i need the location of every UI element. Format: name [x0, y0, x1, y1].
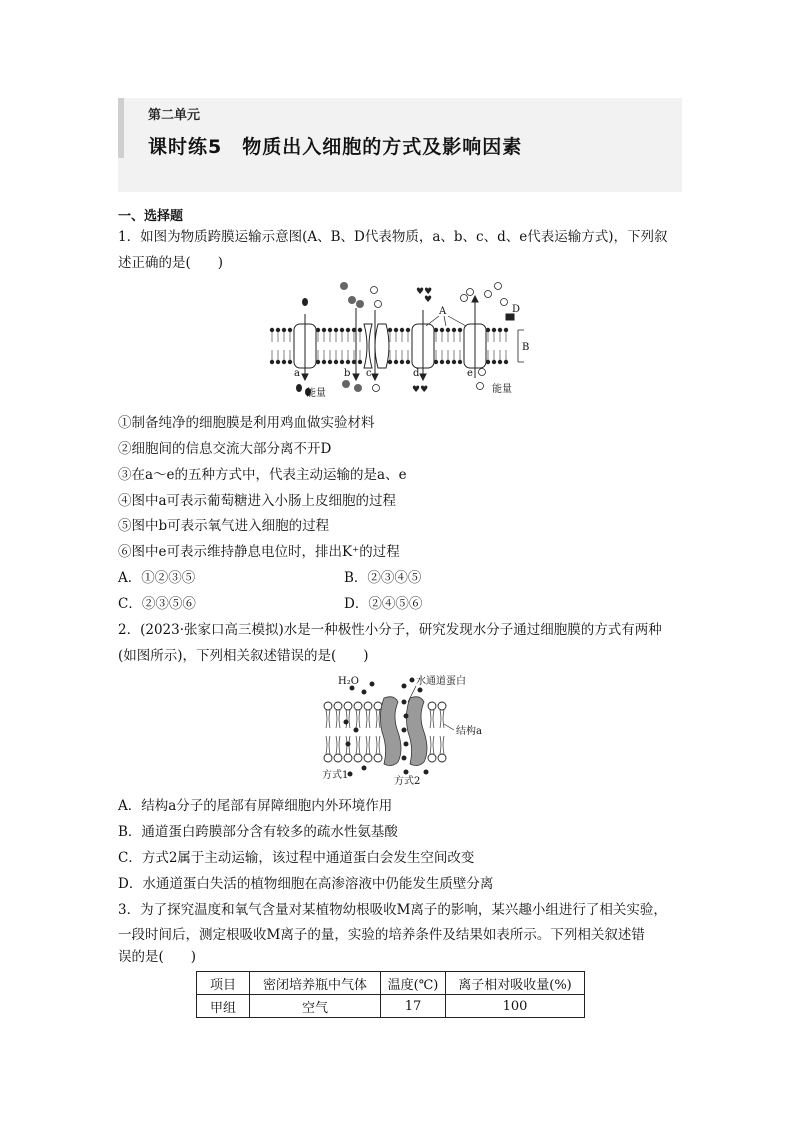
q1-stem-line1: 1．如图为物质跨膜运输示意图(A、B、D代表物质，a、b、c、d、e代表运输方式)，下列叙 [118, 229, 668, 245]
table-header-cell: 离子相对吸收量(%) [446, 972, 585, 995]
label-b: b [344, 368, 351, 379]
aquaporin-left [380, 697, 401, 766]
q1-statement-6: ⑥图中e可表示维持静息电位时，排出K⁺的过程 [118, 544, 400, 560]
q3-stem-line1: 3．为了探究温度和氧气含量对某植物幼根吸收M离子的影响，某兴趣小组进行了相关实验， [118, 902, 667, 918]
label-c: c [366, 368, 372, 379]
header-accent-bar [118, 98, 124, 158]
energy-label-right: 能量 [492, 384, 512, 395]
q1-statement-5: ⑤图中b可表示氧气进入细胞的过程 [118, 518, 330, 534]
q1-stem-line2: 述正确的是( ) [118, 255, 224, 271]
q2-option-d[interactable]: D．水通道蛋白失活的植物细胞在高渗溶液中仍能发生质壁分离 [118, 876, 494, 892]
q1-option-a[interactable]: A．①②③⑤ [118, 570, 196, 586]
q2-option-b[interactable]: B．通道蛋白跨膜部分含有较多的疏水性氨基酸 [118, 824, 398, 840]
svg-text:♥♥: ♥♥ [412, 385, 429, 395]
table-cell: 甲组 [197, 995, 250, 1018]
way1-label: 方式1 [322, 770, 349, 781]
table-header-cell: 项目 [197, 972, 250, 995]
q3-table [196, 971, 585, 1018]
q3-stem-line3: 误的是( ) [118, 949, 197, 965]
q1-statement-4: ④图中a可表示葡萄糖进入小肠上皮细胞的过程 [118, 493, 397, 509]
way2-label: 方式2 [394, 776, 421, 787]
table-header-row [197, 972, 585, 995]
label-a: a [294, 368, 300, 379]
unit-label: 第二单元 [148, 108, 201, 123]
q2-stem-line1: 2．(2023·张家口高三模拟)水是一种极性小分子，研究发现水分子通过细胞膜的方式有两种 [118, 622, 662, 638]
q1-option-c[interactable]: C．②③⑤⑥ [118, 596, 196, 612]
q2-option-c[interactable]: C．方式2属于主动运输，该过程中通道蛋白会发生空间改变 [118, 850, 475, 866]
channel-label: 水通道蛋白 [416, 676, 466, 687]
q1-statement-3: ③在a～e的五种方式中，代表主动运输的是a、e [118, 467, 407, 483]
energy-label-left: 能量 [306, 388, 326, 399]
q2-stem-line2: (如图所示)，下列相关叙述错误的是( ) [118, 648, 369, 664]
q1-statement-2: ②细胞间的信息交流大部分离不开D [118, 441, 332, 457]
label-A: A [439, 306, 447, 317]
page-title: 课时练5 物质出入细胞的方式及影响因素 [148, 136, 523, 158]
table-header-cell: 密闭培养瓶中气体 [250, 972, 381, 995]
q1-option-b[interactable]: B．②③④⑤ [344, 570, 422, 586]
structure-a-label: 结构a [456, 726, 482, 737]
table-row [197, 995, 585, 1018]
channel-protein-c [364, 324, 389, 368]
water-channel-figure [320, 672, 500, 788]
table-header-cell: 温度(℃) [381, 972, 446, 995]
svg-text:♥: ♥ [424, 295, 433, 305]
table-cell: 100 [446, 995, 585, 1018]
section-heading: 一、选择题 [118, 209, 184, 224]
svg-text:♥♥: ♥♥ [416, 287, 433, 297]
q1-statement-1: ①制备纯净的细胞膜是利用鸡血做实验材料 [118, 415, 375, 431]
label-D: D [512, 304, 521, 315]
q2-option-a[interactable]: A．结构a分子的尾部有屏障细胞内外环境作用 [118, 798, 393, 814]
table-cell: 空气 [250, 995, 381, 1018]
aquaporin-right [406, 697, 427, 766]
label-e: e [467, 368, 473, 379]
q1-option-d[interactable]: D．②④⑤⑥ [344, 596, 423, 612]
q3-stem-line2: 一段时间后，测定根吸收M离子的量，实验的培养条件及结果如表所示。下列相关叙述错 [118, 927, 645, 943]
h2o-label: H₂O [338, 676, 359, 687]
label-B: B [522, 342, 530, 353]
label-d: d [413, 368, 420, 379]
table-cell: 17 [381, 995, 446, 1018]
membrane-transport-figure [266, 280, 546, 400]
